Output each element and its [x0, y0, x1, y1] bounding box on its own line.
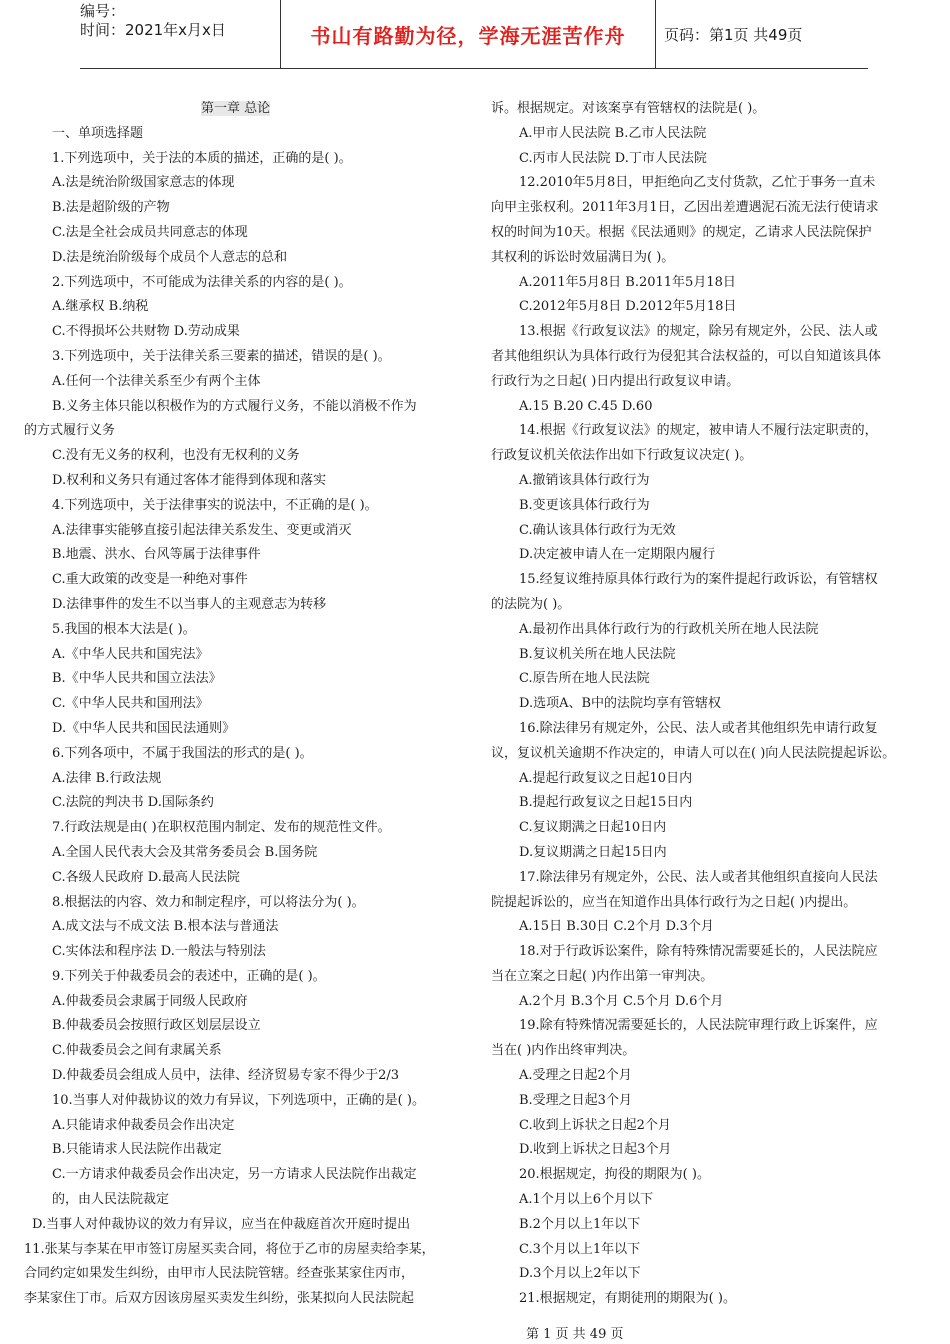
- right-text-line: 权的时间为10天。根据《民法通则》的规定，乙请求人民法院保护: [491, 224, 872, 240]
- left-text-line: D.《中华人民共和国民法通则》: [52, 720, 236, 736]
- left-text-line: A.只能请求仲裁委员会作出决定: [52, 1117, 235, 1133]
- right-text-line: B.提起行政复议之日起15日内: [519, 795, 693, 811]
- header-motto: 书山有路勤为径，学海无涯苦作舟: [280, 0, 656, 68]
- left-text-line: 合同约定如果发生纠纷，由甲市人民法院管辖。经查张某家住丙市，: [24, 1266, 415, 1282]
- document-number-label: 编号：: [80, 2, 126, 20]
- left-text-line: A.成文法与不成文法 B.根本法与普通法: [52, 919, 279, 935]
- right-text-line: 14.根据《行政复议法》的规定，被申请人不履行法定职责的，: [519, 423, 878, 439]
- right-text-line: A.受理之日起2个月: [519, 1068, 632, 1084]
- left-text-line: A.全国人民代表大会及其常务委员会 B.国务院: [52, 844, 318, 860]
- left-text-line: A.法律 B.行政法规: [52, 770, 162, 786]
- right-text-line: C.确认该具体行政行为无效: [519, 522, 676, 538]
- left-text-line: 9.下列关于仲裁委员会的表述中，正确的是( )。: [52, 968, 326, 984]
- right-text-line: 其权利的诉讼时效届满日为( )。: [491, 249, 675, 265]
- right-text-line: 行政复议机关依法作出如下行政复议决定( )。: [491, 448, 753, 464]
- right-text-line: A.最初作出具体行政行为的行政机关所在地人民法院: [519, 621, 819, 637]
- right-text-line: C.3个月以上1年以下: [519, 1241, 641, 1257]
- right-text-line: D.3个月以上2年以下: [519, 1266, 641, 1282]
- right-text-line: 议，复议机关逾期不作决定的，申请人可以在( )向人民法院提起诉讼。: [491, 745, 896, 761]
- right-text-line: A.甲市人民法院 B.乙市人民法院: [519, 125, 707, 141]
- right-text-line: C.2012年5月8日 D.2012年5月18日: [519, 299, 737, 315]
- left-text-line: C.重大政策的改变是一种绝对事件: [52, 572, 248, 588]
- left-text-line: C.《中华人民共和国刑法》: [52, 696, 209, 712]
- left-text-line: C.仲裁委员会之间有隶属关系: [52, 1043, 222, 1059]
- left-text-line: D.法律事件的发生不以当事人的主观意志为转移: [52, 596, 327, 612]
- chapter-title-text: 第一章 总论: [201, 101, 271, 116]
- left-text-line: 5.我国的根本大法是( )。: [52, 621, 196, 637]
- right-text-line: 向甲主张权利。2011年3月1日，乙因出差遭遇泥石流无法行使请求: [491, 200, 879, 216]
- left-text-line: B.仲裁委员会按照行政区划层层设立: [52, 1018, 261, 1034]
- right-text-line: D.复议期满之日起15日内: [519, 844, 667, 860]
- left-text-line: C.一方请求仲裁委员会作出决定，另一方请求人民法院作出裁定: [52, 1167, 417, 1183]
- right-text-line: 13.根据《行政复议法》的规定，除另有规定外，公民、法人或: [519, 324, 878, 340]
- left-text-line: C.各级人民政府 D.最高人民法院: [52, 869, 240, 885]
- right-text-line: 19.除有特殊情况需要延长的，人民法院审理行政上诉案件，应: [519, 1018, 878, 1034]
- right-text-line: 院提起诉讼的，应当在知道作出具体行政行为之日起( )内提出。: [491, 894, 857, 910]
- right-text-line: A.提起行政复议之日起10日内: [519, 770, 693, 786]
- left-text-line: C.法院的判决书 D.国际条约: [52, 795, 214, 811]
- left-text-line: D.法是统治阶级每个成员个人意志的总和: [52, 249, 288, 265]
- left-text-line: A.《中华人民共和国宪法》: [52, 646, 209, 662]
- left-text-line: 8.根据法的内容、效力和制定程序，可以将法分为( )。: [52, 894, 365, 910]
- right-text-line: B.受理之日起3个月: [519, 1092, 632, 1108]
- left-text-line: C.没有无义务的权利，也没有无权利的义务: [52, 448, 300, 464]
- left-text-line: D.当事人对仲裁协议的效力有异议，应当在仲裁庭首次开庭时提出: [32, 1216, 411, 1232]
- right-text-line: 12.2010年5月8日，甲拒绝向乙支付货款，乙忙于事务一直未: [519, 175, 876, 191]
- left-text-line: D.仲裁委员会组成人员中，法律、经济贸易专家不得少于2/3: [52, 1068, 400, 1084]
- right-text-line: C.复议期满之日起10日内: [519, 820, 667, 836]
- document-time-label: 时间：2021年x月x日: [80, 21, 226, 39]
- right-text-line: A.15日 B.30日 C.2个月 D.3个月: [519, 919, 714, 935]
- left-text-line: 3.下列选项中，关于法律关系三要素的描述，错误的是( )。: [52, 348, 391, 364]
- left-text-line: 的，由人民法院裁定: [52, 1192, 170, 1208]
- left-text-line: A.法律事实能够直接引起法律关系发生、变更或消灭: [52, 522, 352, 538]
- right-text-line: A.撤销该具体行政行为: [519, 472, 650, 488]
- left-text-line: C.不得损坏公共财物 D.劳动成果: [52, 324, 240, 340]
- left-text-line: C.法是全社会成员共同意志的体现: [52, 224, 248, 240]
- header-meta: [80, 0, 280, 70]
- right-text-line: A.2011年5月8日 B.2011年5月18日: [519, 274, 736, 290]
- right-text-line: D.决定被申请人在一定期限内履行: [519, 547, 716, 563]
- chapter-title: [24, 97, 464, 122]
- right-text-line: 15.经复议维持原具体行政行为的案件提起行政诉讼，有管辖权: [519, 572, 878, 588]
- left-text-line: 1.下列选项中，关于法的本质的描述，正确的是( )。: [52, 150, 352, 166]
- left-text-line: B.只能请求人民法院作出裁定: [52, 1142, 222, 1158]
- right-text-line: A.15 B.20 C.45 D.60: [519, 398, 653, 414]
- right-text-line: C.丙市人民法院 D.丁市人民法院: [519, 150, 707, 166]
- left-text-line: C.实体法和程序法 D.一般法与特别法: [52, 944, 266, 960]
- left-text-line: 11.张某与李某在甲市签订房屋买卖合同，将位于乙市的房屋卖给李某，: [24, 1241, 435, 1257]
- right-text-line: A.2个月 B.3个月 C.5个月 D.6个月: [519, 993, 724, 1009]
- left-text-line: B.地震、洪水、台风等属于法律事件: [52, 547, 261, 563]
- left-text-line: 一、单项选择题: [52, 125, 144, 141]
- left-text-line: A.任何一个法律关系至少有两个主体: [52, 373, 261, 389]
- right-text-line: 当在( )内作出终审判决。: [491, 1043, 636, 1059]
- left-text-line: A.继承权 B.纳税: [52, 299, 149, 315]
- right-text-line: C.原告所在地人民法院: [519, 671, 650, 687]
- left-text-line: B.法是超阶级的产物: [52, 200, 170, 216]
- right-column: [491, 97, 931, 1312]
- right-text-line: 17.除法律另有规定外，公民、法人或者其他组织直接向人民法: [519, 869, 878, 885]
- right-text-line: 当在立案之日起( )内作出第一审判决。: [491, 968, 714, 984]
- right-text-line: 21.根据规定，有期徒刑的期限为( )。: [519, 1291, 736, 1307]
- left-text-line: 李某家住丁市。后双方因该房屋买卖发生纠纷，张某拟向人民法院起: [24, 1291, 415, 1307]
- left-text-line: 4.下列选项中，关于法律事实的说法中，不正确的是( )。: [52, 497, 378, 513]
- right-text-line: B.2个月以上1年以下: [519, 1216, 641, 1232]
- left-column: [24, 97, 464, 1312]
- left-text-line: D.权利和义务只有通过客体才能得到体现和落实: [52, 472, 327, 488]
- right-text-line: 的法院为( )。: [491, 596, 571, 612]
- left-text-line: 2.下列选项中，不可能成为法律关系的内容的是( )。: [52, 274, 352, 290]
- right-text-line: D.收到上诉状之日起3个月: [519, 1142, 672, 1158]
- left-text-line: A.仲裁委员会隶属于同级人民政府: [52, 993, 248, 1009]
- right-text-line: B.变更该具体行政行为: [519, 497, 650, 513]
- right-text-line: 20.根据规定，拘役的期限为( )。: [519, 1167, 710, 1183]
- right-text-line: 18.对于行政诉讼案件，除有特殊情况需要延长的，人民法院应: [519, 944, 878, 960]
- right-text-line: 者其他组织认为具体行政行为侵犯其合法权益的，可以自知道该具体: [491, 348, 882, 364]
- page-header: [80, 0, 868, 69]
- left-text-line: 7.行政法规是由( )在职权范围内制定、发布的规范性文件。: [52, 820, 391, 836]
- right-text-line: 16.除法律另有规定外，公民、法人或者其他组织先申请行政复: [519, 720, 878, 736]
- right-text-line: 诉。根据规定。对该案享有管辖权的法院是( )。: [491, 101, 766, 116]
- right-text-line: C.收到上诉状之日起2个月: [519, 1117, 671, 1133]
- left-text-line: B.《中华人民共和国立法法》: [52, 671, 222, 687]
- right-text-line: D.选项A、B中的法院均享有管辖权: [519, 696, 722, 712]
- left-text-line: 的方式履行义务: [24, 423, 116, 439]
- page-footer: 第 1 页 共 49 页: [526, 1327, 624, 1342]
- header-page-number: 页码：第1页 共49页: [664, 25, 803, 44]
- right-text-line: B.复议机关所在地人民法院: [519, 646, 676, 662]
- right-text-line: 行政行为之日起( )日内提出行政复议申请。: [491, 373, 740, 389]
- left-text-line: 6.下列各项中，不属于我国法的形式的是( )。: [52, 745, 313, 761]
- left-text-line: 10.当事人对仲裁协议的效力有异议，下列选项中，正确的是( )。: [52, 1092, 425, 1108]
- right-text-line: A.1个月以上6个月以下: [519, 1192, 654, 1208]
- left-text-line: A.法是统治阶级国家意志的体现: [52, 175, 235, 191]
- left-text-line: B.义务主体只能以积极作为的方式履行义务，不能以消极不作为: [52, 398, 417, 414]
